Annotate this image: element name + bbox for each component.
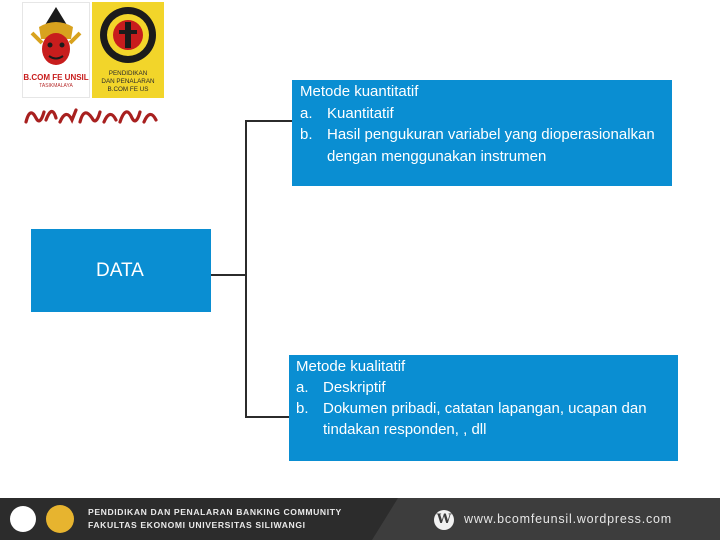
aksara-script-logo (22, 100, 164, 136)
left-logo-subcaption: TASIKMALAYA (39, 83, 73, 89)
right-logo-caption-line: B.COM FE US (107, 86, 149, 93)
right-logo-caption (92, 70, 164, 94)
connector-to-kuantitatif (245, 120, 292, 122)
right-logo-caption-line: PENDIDIKAN (108, 70, 148, 77)
list-item (296, 377, 671, 398)
box-title: Metode kualitatif (296, 358, 406, 375)
list-item (296, 398, 671, 440)
list-marker: b. (296, 400, 309, 417)
bcom-fe-unsil-logo (22, 2, 90, 98)
connector-to-kualitatif (245, 416, 289, 418)
warrior-mask-icon (23, 3, 89, 73)
left-logo-caption: B.COM FE UNSIL (23, 73, 89, 82)
university-emblem-icon (46, 505, 74, 533)
right-logo-caption-line: DAN PENALARAN (101, 78, 155, 85)
list-text: Kuantitatif (327, 104, 394, 122)
list-marker: b. (300, 126, 313, 143)
list-text: Dokumen pribadi, catatan lapangan, ucapan dan tindakan responden, , dll (323, 400, 647, 438)
footer-url[interactable]: www.bcomfeunsil.wordpress.com (464, 512, 672, 526)
connector-data-stub (211, 274, 246, 276)
footer-line-1: PENDIDIKAN DAN PENALARAN BANKING COMMUNITY (88, 507, 342, 517)
kuantitatif-box (292, 80, 672, 186)
data-box (31, 229, 211, 312)
list-text: Deskriptif (323, 379, 386, 396)
box-title: Metode kuantitatif (300, 83, 419, 100)
list-marker: a. (300, 104, 313, 122)
bcom-emblem-icon (10, 506, 36, 532)
list-marker: a. (296, 379, 309, 396)
kualitatif-box (289, 355, 678, 461)
connector-vertical (245, 120, 247, 417)
aksara-script-logotype (22, 100, 164, 130)
wordpress-icon: W (434, 510, 454, 530)
footer-banner (0, 498, 720, 540)
list-item (300, 103, 664, 125)
list-item (300, 124, 664, 167)
list-text: Hasil pengukuran variabel yang dioperasionalkan dengan menggunakan instrumen (327, 126, 655, 165)
pendidikan-penalaran-logo (92, 2, 164, 98)
data-label: DATA (96, 260, 144, 281)
footer-line-2: FAKULTAS EKONOMI UNIVERSITAS SILIWANGI (88, 520, 306, 530)
gear-emblem-icon (92, 2, 164, 68)
